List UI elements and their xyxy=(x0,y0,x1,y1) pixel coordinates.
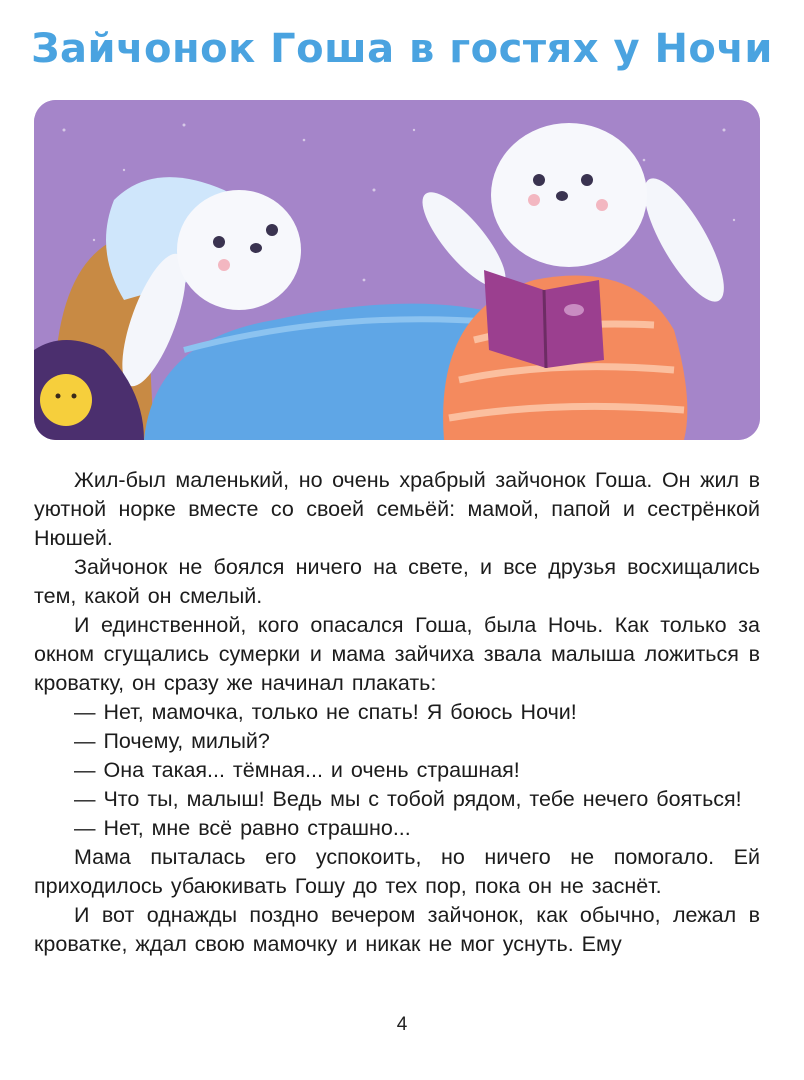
dialogue-line: — Почему, милый? xyxy=(74,729,270,753)
small-bunny-nose xyxy=(250,243,262,253)
small-bunny-cheek xyxy=(218,259,230,271)
mother-eye-right xyxy=(581,174,593,186)
paragraph: Мама пыталась его успокоить, но ничего не помогало. Ей приходилось убаюкивать Гошу до тех пор, пока он не заснёт. xyxy=(34,845,760,898)
paragraph: И единственной, кого опасался Гоша, была Ночь. Как только за окном сгущались сумерки и мама зайчиха звала малыша ложиться в кроватку, он сразу же начинал плакать: xyxy=(34,613,760,695)
bedtime-illustration xyxy=(34,100,760,440)
paragraph: Зайчонок не боялся ничего на свете, и все друзья восхищались тем, какой он смелый. xyxy=(34,555,760,608)
story-text xyxy=(34,466,760,959)
paragraph: И вот однажды поздно вечером зайчонок, как обычно, лежал в кроватке, ждал свою мамочку и никак не мог уснуть. Ему xyxy=(34,903,760,956)
mother-eye-left xyxy=(533,174,545,186)
small-bunny-head xyxy=(177,190,301,310)
small-bunny-eye-left xyxy=(213,236,225,248)
dialogue-line: — Нет, мамочка, только не спать! Я боюсь Ночи! xyxy=(74,700,577,724)
hedgehog-face xyxy=(40,374,92,426)
dialogue-line: — Нет, мне всё равно страшно... xyxy=(74,816,411,840)
small-bunny-eye-right xyxy=(266,224,278,236)
mother-head xyxy=(491,123,647,267)
mother-nose xyxy=(556,191,568,201)
page-number: 4 xyxy=(396,1014,408,1035)
dialogue-line: — Что ты, малыш! Ведь мы с тобой рядом, тебе нечего бояться! xyxy=(74,787,742,811)
paragraph: Жил-был маленький, но очень храбрый зайчонок Гоша. Он жил в уютной норке вместе со своей семьёй: мамой, папой и сестрёнкой Нюшей. xyxy=(34,468,760,550)
page-title: Зайчонок Гоша в гостях у Ночи xyxy=(31,26,773,72)
dialogue-line: — Она такая... тёмная... и очень страшная! xyxy=(74,758,520,782)
